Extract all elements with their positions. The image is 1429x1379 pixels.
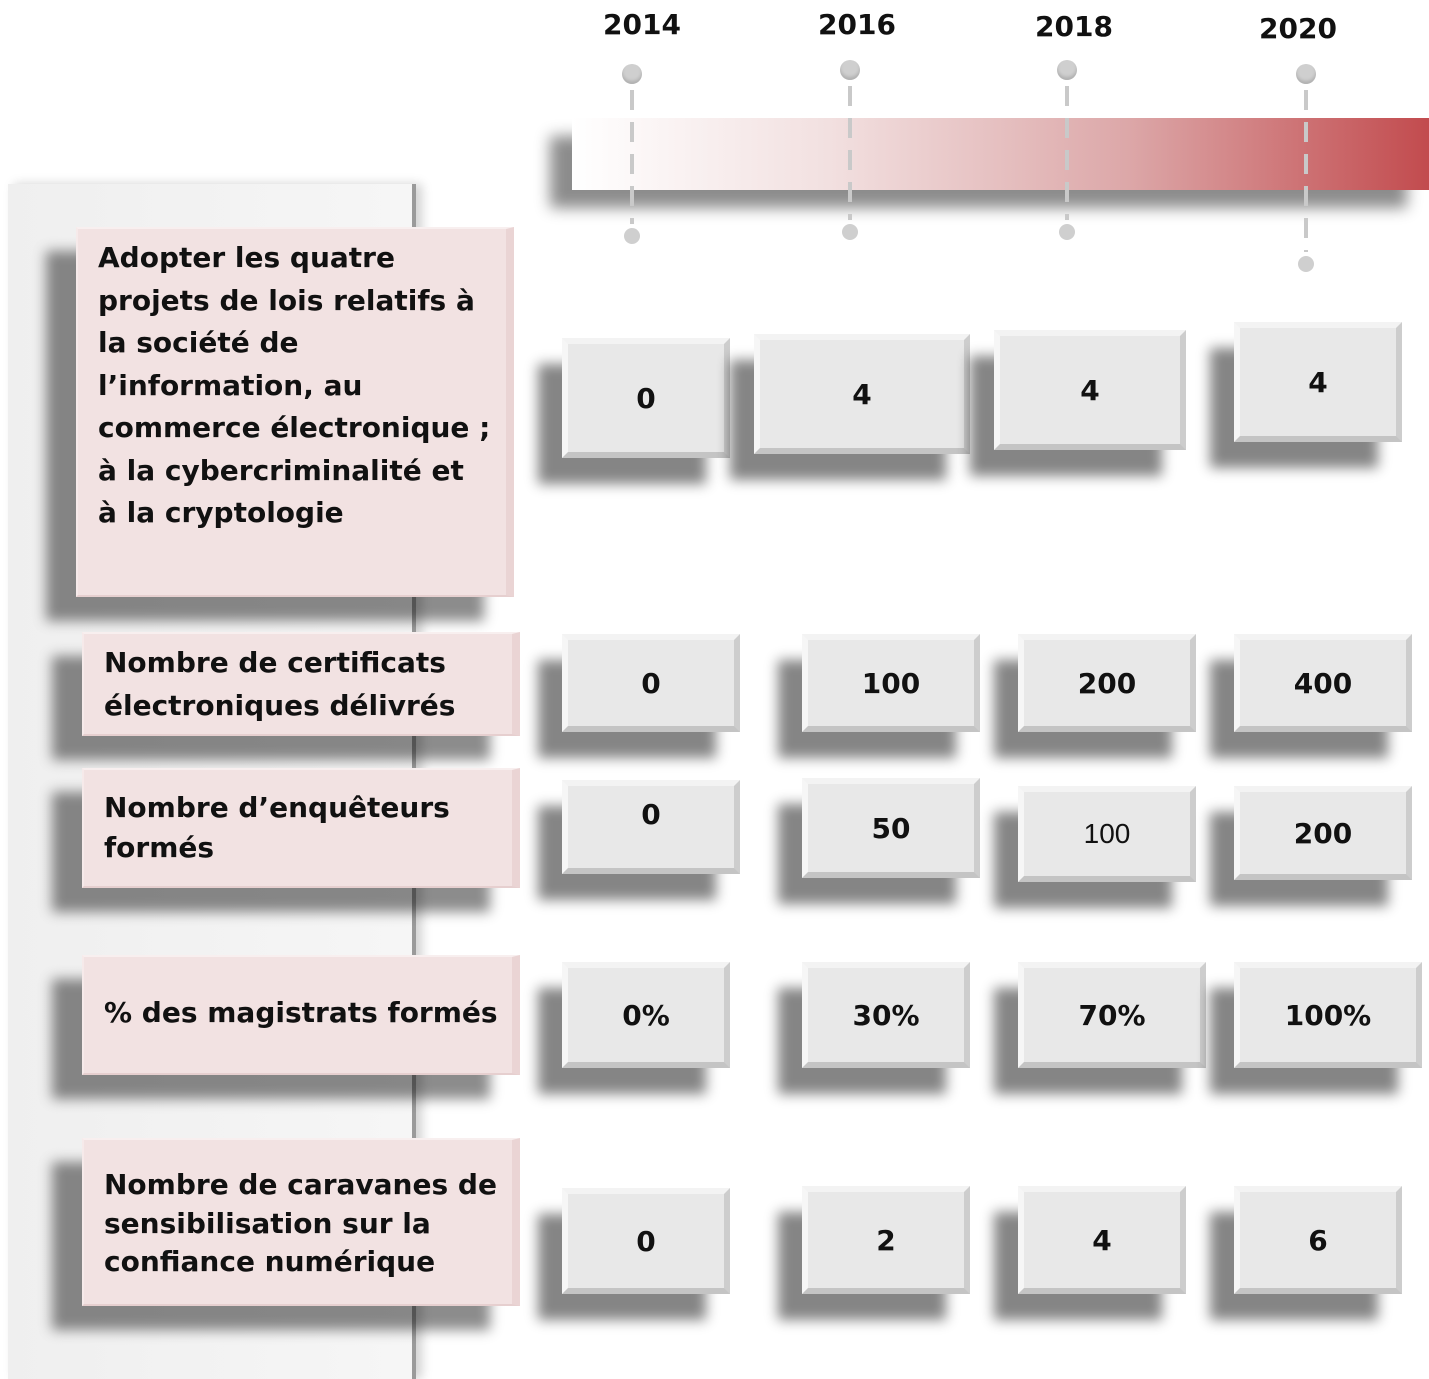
timeline-pin-2020: [1296, 64, 1316, 272]
year-2020-label: 2020: [1259, 12, 1337, 45]
value-caravans-2020: 6: [1234, 1186, 1402, 1294]
value-certificates-2020: 400: [1234, 634, 1412, 732]
year-2018-label: 2018: [1035, 10, 1113, 43]
timeline-pin-2014: [622, 64, 642, 244]
value-certificates-2014: 0: [562, 634, 740, 732]
indicator-label-caravans: Nombre de caravanes de sensibilisation sur la confiance numérique: [82, 1138, 520, 1306]
value-caravans-2014: 0: [562, 1188, 730, 1294]
value-investigators-2018: 100: [1018, 786, 1196, 882]
timeline-pin-2016: [840, 60, 860, 240]
indicator-label-laws: Adopter les quatre projets de lois relatifs à la société de l’information, au commerce électronique ; à la cybercriminalité et à la cryptologie: [76, 227, 514, 597]
value-certificates-2018: 200: [1018, 634, 1196, 732]
value-investigators-2016: 50: [802, 778, 980, 878]
indicator-label-magistrates: % des magistrats formés: [82, 955, 520, 1075]
indicator-label-investigators: Nombre d’enquêteurs formés: [82, 768, 520, 888]
value-magistrates-2018: 70%: [1018, 962, 1206, 1068]
value-investigators-2014: 0: [562, 780, 740, 874]
value-laws-2018: 4: [994, 330, 1186, 450]
value-magistrates-2014: 0%: [562, 962, 730, 1068]
value-caravans-2016: 2: [802, 1186, 970, 1294]
year-2016-label: 2016: [818, 8, 896, 41]
value-investigators-2020: 200: [1234, 786, 1412, 880]
year-2014-label: 2014: [603, 8, 681, 41]
timeline-pin-2018: [1057, 60, 1077, 240]
value-laws-2020: 4: [1234, 322, 1402, 442]
value-laws-2016: 4: [754, 334, 970, 454]
value-magistrates-2020: 100%: [1234, 962, 1422, 1068]
value-certificates-2016: 100: [802, 634, 980, 732]
value-laws-2014: 0: [562, 338, 730, 458]
indicator-label-certificates: Nombre de certificats électroniques délivrés: [82, 632, 520, 736]
value-caravans-2018: 4: [1018, 1186, 1186, 1294]
value-magistrates-2016: 30%: [802, 962, 970, 1068]
